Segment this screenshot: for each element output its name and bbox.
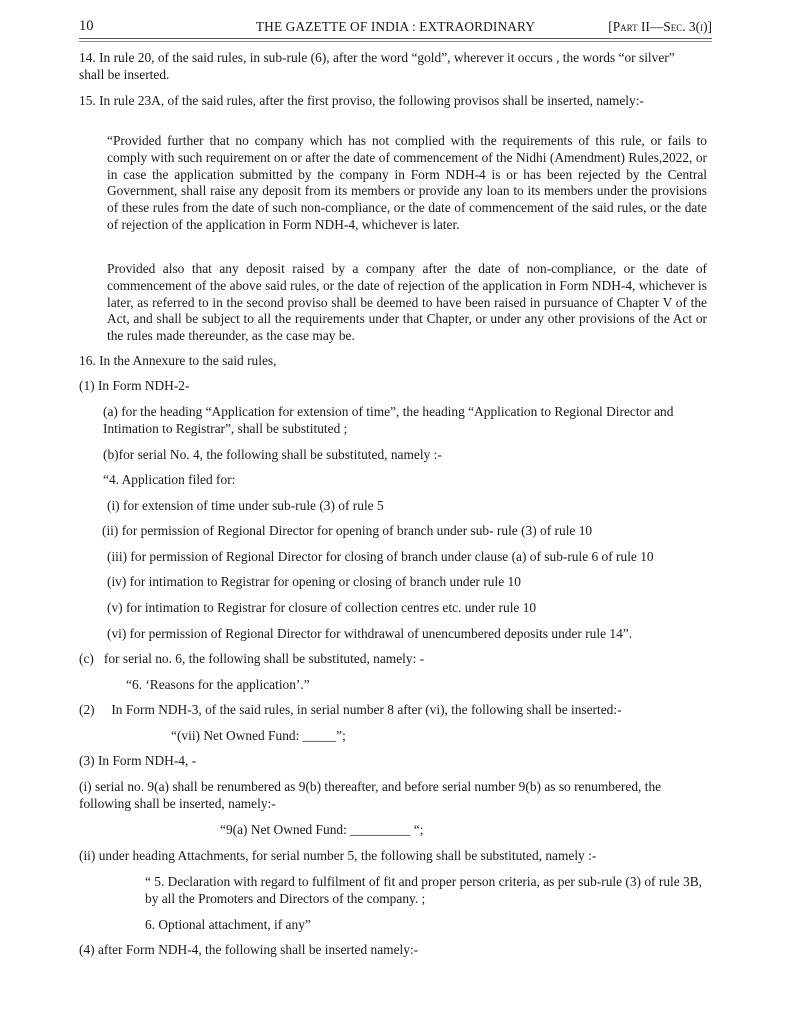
paragraph-16: 16. In the Annexure to the said rules, xyxy=(79,353,277,368)
sub-item-vi: (vi) for permission of Regional Director for withdrawal of unencumbered deposits under rule 14”. xyxy=(107,626,633,641)
page-number: 10 xyxy=(79,18,94,34)
item-2-form-ndh3: (2) In Form NDH-3, of the said rules, in serial number 8 after (vi), the following shall be inserted:- xyxy=(79,702,622,717)
item-1a: (a) for the heading “Application for extension of time”, the heading “Application to Regional Director and Intimation to Registrar”, shall be substituted ; xyxy=(103,404,674,436)
paragraph-14: 14. In rule 20, of the said rules, in sub-rule (6), after the word “gold”, wherever it occurs , the words “or silver” shall be inserted. xyxy=(79,50,675,82)
sub-item-iv: (iv) for intimation to Registrar for opening or closing of branch under rule 10 xyxy=(107,574,521,589)
header-rule-bottom xyxy=(79,41,712,42)
header-rule-top xyxy=(79,38,712,39)
sub-item-i: (i) for extension of time under sub-rule (3) of rule 5 xyxy=(107,498,384,513)
item-1-form-ndh2: (1) In Form NDH-2- xyxy=(79,378,190,393)
proviso-further: “Provided further that no company which has not complied with the requirements of this rule, or fails to comply with such requirement on or after the date of commencement of the Nidhi (Amendment) Rules,2022, or in case the application submitted by the company in Form NDH-4 is or has been rejected by the Central Government, shall raise any deposit from its members or provide any loan to its members under the provisions of these rules from the date of such non-compliance, or the date of commencement of the said rules, or the date of rejection of the application in Form NDH-4, whichever is later. xyxy=(107,133,707,232)
attachment-6: 6. Optional attachment, if any” xyxy=(145,917,311,932)
item-1b: (b)for serial No. 4, the following shall be substituted, namely :- xyxy=(103,447,442,462)
gazette-title: THE GAZETTE OF INDIA : EXTRAORDINARY xyxy=(255,19,536,34)
paragraph-15: 15. In rule 23A, of the said rules, after the first proviso, the following provisos shall be inserted, namely:- xyxy=(79,93,644,108)
proviso-also: Provided also that any deposit raised by a company after the date of non-compliance, or the date of commencement of the above said rules, or the date of rejection of the application in Form NDH-4, whichever is later, as referred to in the second proviso shall be deemed to have been raised in pursuance of Chapter V of the Act, and shall be subject to all the requirements under that Chapter, or under any other provisions of the Act or the rules made thereunder, as the case may be. xyxy=(107,261,707,344)
net-owned-fund-vii: “(vii) Net Owned Fund: _____”; xyxy=(171,728,346,743)
sub-item-iii: (iii) for permission of Regional Director for closing of branch under clause (a) of sub-rule 6 of rule 10 xyxy=(107,549,654,564)
item-1c: (c) for serial no. 6, the following shall be substituted, namely: - xyxy=(79,651,425,666)
item-3i: (i) serial no. 9(a) shall be renumbered as 9(b) thereafter, and before serial number 9(b) as so renumbered, the following shall be inserted, namely:- xyxy=(79,779,662,811)
sub-item-ii: (ii) for permission of Regional Director for opening of branch under sub- rule (3) of rule 10 xyxy=(102,523,593,538)
sub-item-v: (v) for intimation to Registrar for closure of collection centres etc. under rule 10 xyxy=(107,600,537,615)
part-section-label: [Part II—Sec. 3(i)] xyxy=(608,19,712,34)
net-owned-fund-9a: “9(a) Net Owned Fund: _________ “; xyxy=(220,822,424,837)
serial-6-text: “6. ‘Reasons for the application’.” xyxy=(126,677,310,692)
page-header xyxy=(79,18,712,38)
item-3-form-ndh4: (3) In Form NDH-4, - xyxy=(79,753,197,768)
item-3ii: (ii) under heading Attachments, for serial number 5, the following shall be substituted, namely :- xyxy=(79,848,597,863)
serial-4-heading: “4. Application filed for: xyxy=(103,472,236,487)
attachment-5: “ 5. Declaration with regard to fulfilment of fit and proper person criteria, as per sub-rule (3) of rule 3B, by all the Promoters and Directors of the company. ; xyxy=(145,874,702,906)
item-4: (4) after Form NDH-4, the following shall be inserted namely:- xyxy=(79,942,419,957)
